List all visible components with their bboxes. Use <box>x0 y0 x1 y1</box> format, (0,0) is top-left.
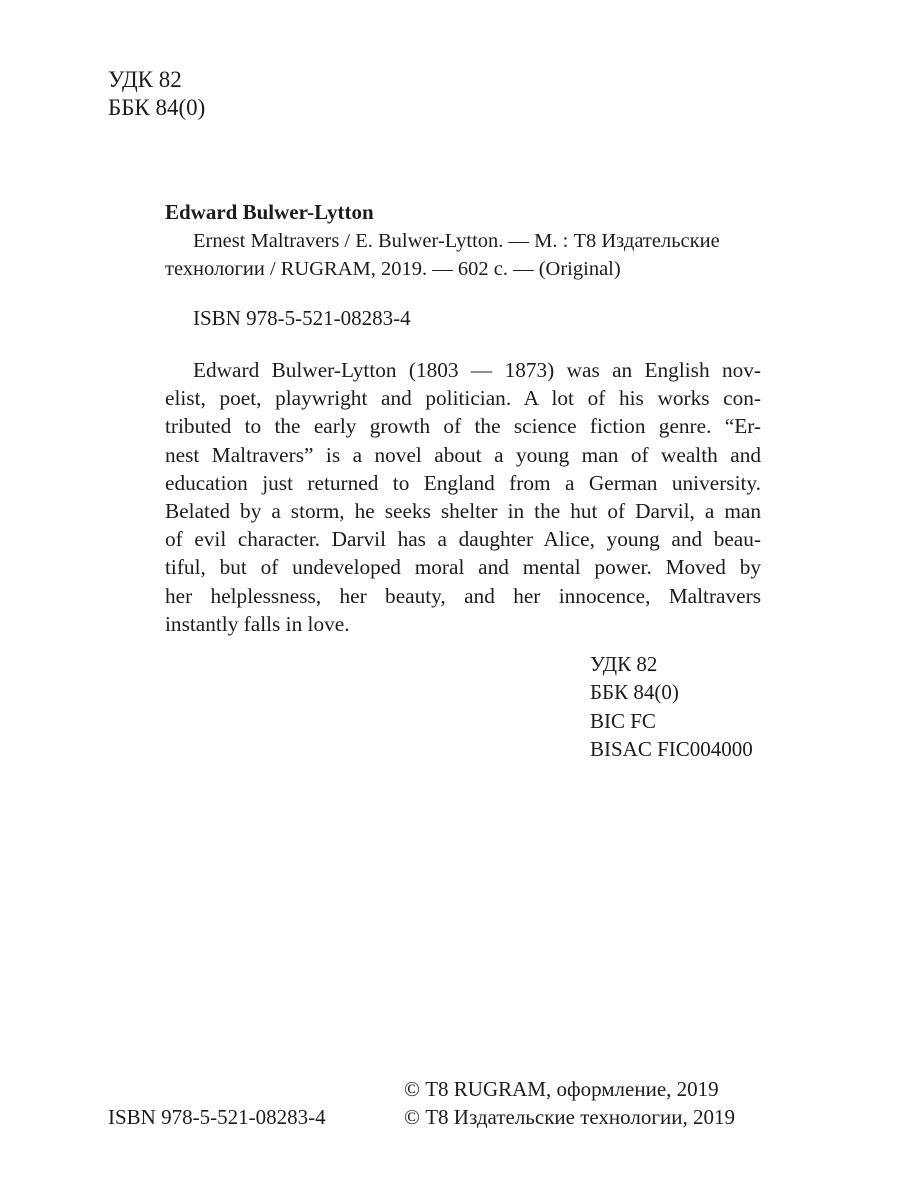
footer-isbn: ISBN 978-5-521-08283-4 <box>108 1105 326 1129</box>
isbn-main: ISBN 978-5-521-08283-4 <box>193 306 411 330</box>
bic-code: BIC FC <box>590 708 656 733</box>
description-line: elist, poet, playwright and politician. A lot of his works con- <box>165 386 761 411</box>
top-bbk-code: ББК 84(0) <box>108 95 206 120</box>
udk-code: УДК 82 <box>590 652 658 676</box>
copyright-line: © Т8 RUGRAM, оформление, 2019 <box>404 1077 719 1101</box>
book-description <box>165 356 761 638</box>
description-line: education just returned to England from a German university. <box>165 470 761 495</box>
description-line: her helplessness, her beauty, and her innocence, Maltravers <box>165 583 761 608</box>
author-name: Edward Bulwer-Lytton <box>165 200 374 224</box>
classification-codes <box>590 650 753 763</box>
description-line: tributed to the early growth of the science fiction genre. “Er- <box>165 414 761 439</box>
description-line: instantly falls in love. <box>165 611 350 636</box>
bisac-code: BISAC FIC004000 <box>590 736 753 761</box>
description-line: nest Maltravers” is a novel about a young man of wealth and <box>165 442 761 467</box>
copyright-notices <box>404 1075 735 1131</box>
top-udk-code: УДК 82 <box>108 67 182 92</box>
copyright-line: © Т8 Издательские технологии, 2019 <box>404 1105 735 1129</box>
bibliographic-record <box>165 227 765 283</box>
bbk-code: ББК 84(0) <box>590 680 679 705</box>
description-line: tiful, but of undeveloped moral and mental power. Moved by <box>165 555 761 580</box>
description-line: Edward Bulwer-Lytton (1803 — 1873) was an English nov- <box>193 358 761 382</box>
top-classification-codes <box>108 66 205 122</box>
description-line: of evil character. Darvil has a daughter Alice, young and beau- <box>165 527 761 552</box>
bibliographic-line: Ernest Maltravers / E. Bulwer-Lytton. — М. : Т8 Издательские <box>193 230 720 252</box>
bibliographic-line: технологии / RUGRAM, 2019. — 602 с. — (Original) <box>165 258 621 280</box>
description-line: Belated by a storm, he seeks shelter in the hut of Darvil, a man <box>165 499 761 524</box>
